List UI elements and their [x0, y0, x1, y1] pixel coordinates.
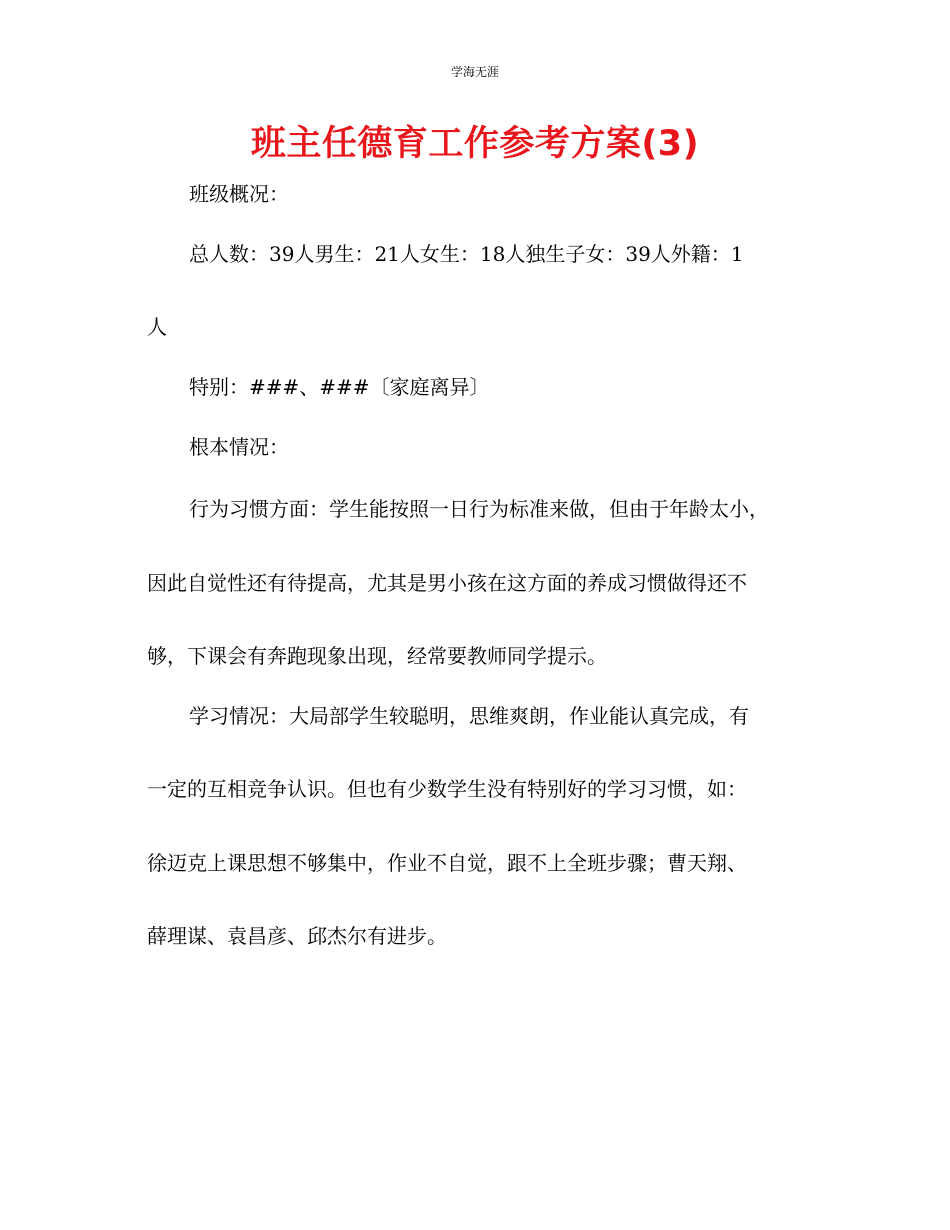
paragraph-basic-situation-heading: 根本情况： [189, 435, 289, 459]
page-header: 学海无涯 [450, 65, 499, 79]
paragraph-study-line-4: 薛理谋、袁昌彦、邱杰尔有进步。 [147, 924, 447, 948]
paragraph-study-line-3: 徐迈克上课思想不够集中，作业不自觉，跟不上全班步骤；曹天翔、 [147, 851, 747, 875]
paragraph-class-overview-heading: 班级概况： [189, 182, 289, 206]
paragraph-study-line-2: 一定的互相竞争认识。但也有少数学生没有特别好的学习习惯，如： [147, 777, 747, 801]
paragraph-student-counts-continued: 人 [147, 315, 167, 339]
paragraph-behavior-line-3: 够，下课会有奔跑现象出现，经常要教师同学提示。 [147, 644, 607, 668]
paragraph-study-line-1: 学习情况：大局部学生较聪明，思维爽朗，作业能认真完成，有 [189, 704, 749, 728]
paragraph-behavior-line-1: 行为习惯方面：学生能按照一日行为标准来做，但由于年龄太小， [189, 497, 769, 521]
document-title: 班主任德育工作参考方案(3) [250, 124, 700, 164]
paragraph-student-counts: 总人数：39人男生：21人女生：18人独生子女：39人外籍：1 [189, 242, 744, 266]
paragraph-behavior-line-2: 因此自觉性还有待提高，尤其是男小孩在这方面的养成习惯做得还不 [147, 571, 747, 595]
paragraph-special-cases: 特别：###、###〔家庭离异〕 [189, 375, 490, 399]
